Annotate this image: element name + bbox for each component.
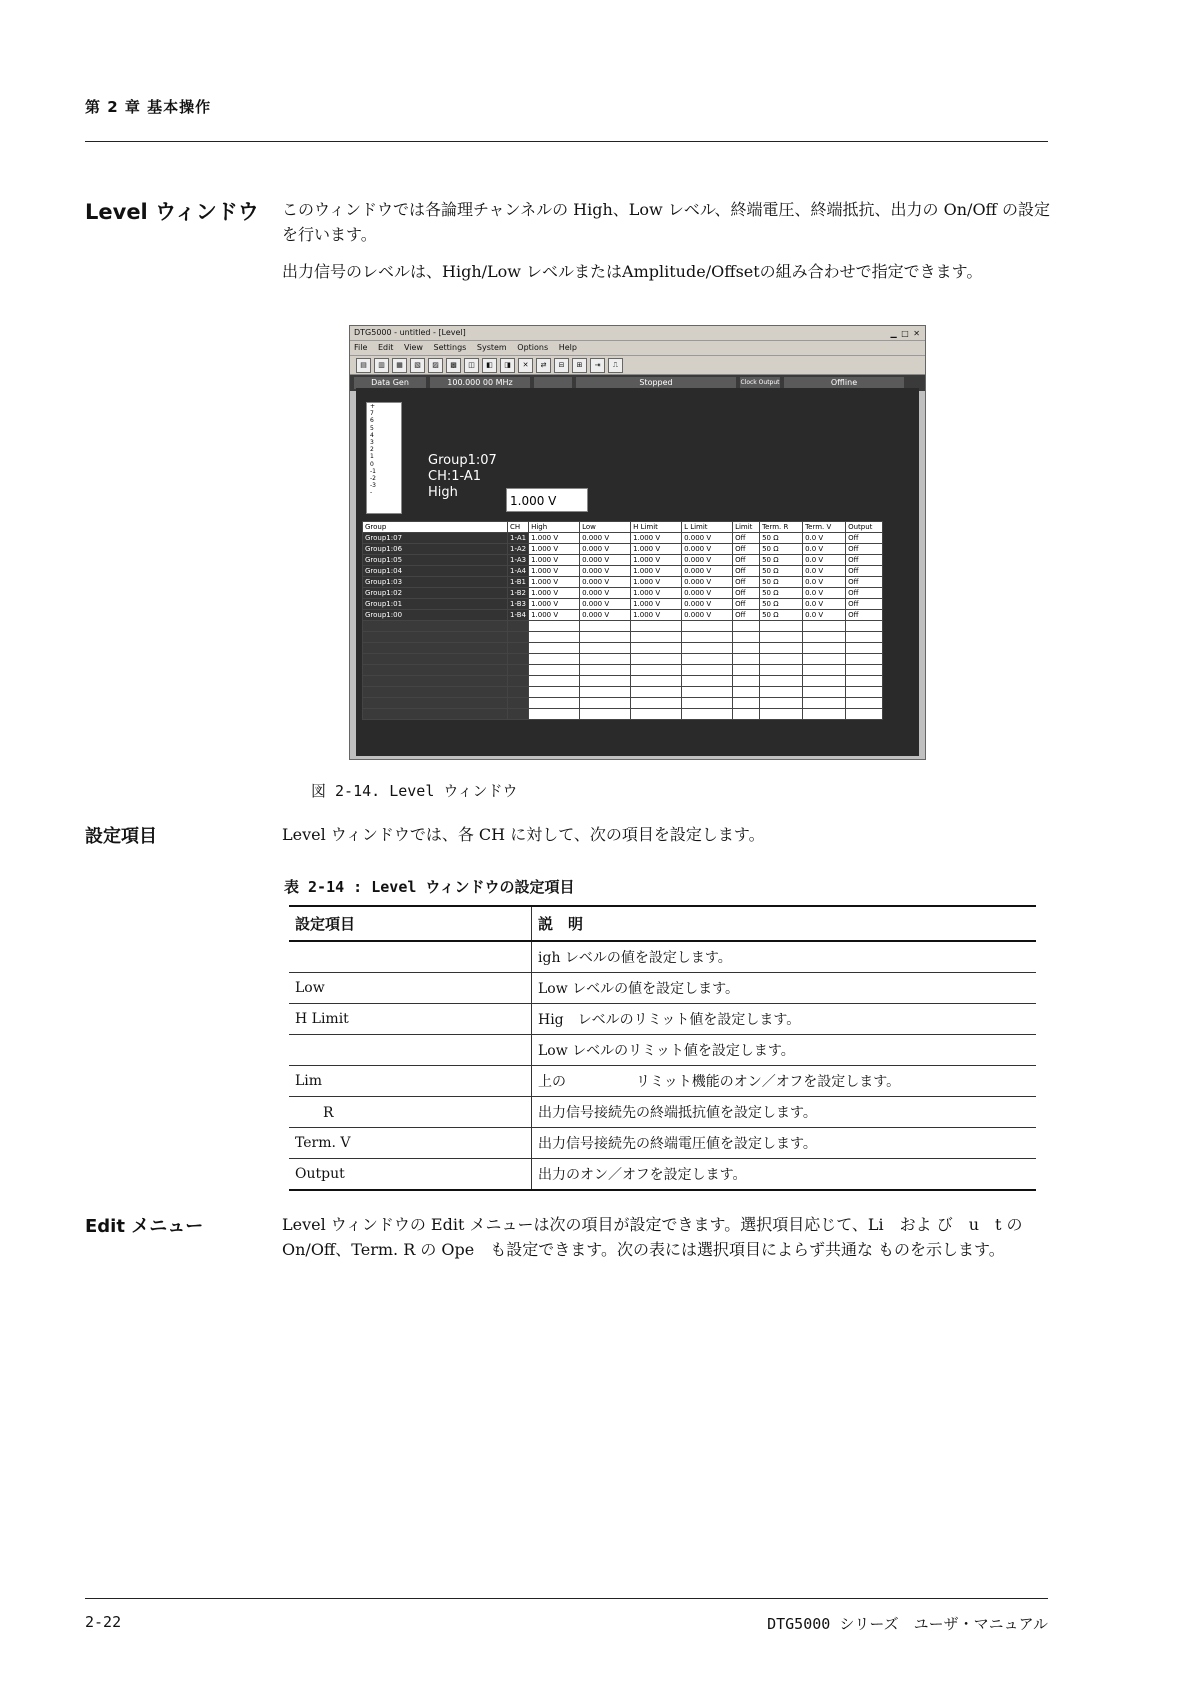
- grid-cell-empty: [529, 676, 580, 687]
- grid-cell-empty: [529, 621, 580, 632]
- grid-cell[interactable]: 0.0 V: [803, 588, 846, 599]
- grid-cell-empty: [529, 698, 580, 709]
- grid-cell-empty: [803, 665, 846, 676]
- ladder-label: 0: [370, 460, 374, 468]
- grid-cell[interactable]: 50 Ω: [760, 577, 803, 588]
- grid-cell-empty: [803, 654, 846, 665]
- grid-cell-empty: [529, 654, 580, 665]
- item-cell: Low: [289, 973, 532, 1004]
- grid-cell-empty: [631, 621, 682, 632]
- grid-cell-empty: [803, 643, 846, 654]
- grid-cell-empty: [580, 621, 631, 632]
- grid-cell-empty: [760, 676, 803, 687]
- grid-cell[interactable]: 1.000 V: [631, 566, 682, 577]
- item-cell: R: [289, 1097, 532, 1128]
- grid-cell[interactable]: 0.000 V: [682, 533, 733, 544]
- grid-cell-empty: [529, 687, 580, 698]
- grid-header: High: [529, 522, 580, 533]
- grid-cell-empty: [508, 632, 529, 643]
- grid-cell-empty: [508, 654, 529, 665]
- status-online: Offline: [784, 377, 904, 389]
- grid-cell[interactable]: Group1:02: [363, 588, 508, 599]
- grid-cell[interactable]: 0.000 V: [682, 566, 733, 577]
- wave-icon[interactable]: ⊟: [554, 358, 569, 373]
- grid-cell[interactable]: 0.000 V: [580, 566, 631, 577]
- grid-cell-empty: [803, 698, 846, 709]
- status-frequency: 100.000 00 MHz: [430, 377, 530, 389]
- edit-paragraph: Level ウィンドウの Edit メニューは次の項目が設定できます。選択項目応じて、Li およ び u t の On/Off、Term. R の Ope も設定できます。次の表には選択項目によらず共通な ものを示します。: [282, 1215, 1023, 1259]
- grid-cell[interactable]: 0.000 V: [580, 533, 631, 544]
- grid-cell[interactable]: Off: [846, 610, 883, 621]
- grid-cell-empty: [363, 665, 508, 676]
- menu-help[interactable]: Help: [558, 343, 577, 352]
- grid-cell[interactable]: 1.000 V: [529, 555, 580, 566]
- window-titlebar: [350, 326, 925, 341]
- grid-cell-empty: [733, 632, 760, 643]
- desc-cell: 出力のオン／オフを設定します。: [532, 1159, 1037, 1191]
- save-icon[interactable]: ▦: [392, 358, 407, 373]
- ladder-label: 5: [370, 424, 374, 432]
- grid-cell-empty: [631, 687, 682, 698]
- window-title: DTG5000 - untitled - [Level]: [354, 328, 466, 337]
- table-row: [289, 973, 1036, 1004]
- grid-cell-empty: [363, 632, 508, 643]
- grid-row-empty: [363, 709, 883, 720]
- grid-row-empty: [363, 698, 883, 709]
- settings-intro: Level ウィンドウでは、各 CH に対して、次の項目を設定します。: [282, 825, 765, 844]
- footer-rule: [85, 1598, 1048, 1599]
- swap-icon[interactable]: ⇄: [536, 358, 551, 373]
- grid-body: [363, 533, 883, 720]
- grid-cell[interactable]: 1-B1: [508, 577, 529, 588]
- desc-cell: 出力信号接続先の終端抵抗値を設定します。: [532, 1097, 1037, 1128]
- desc-cell: Low レベルの値を設定します。: [532, 973, 1037, 1004]
- grid-cell[interactable]: Off: [846, 599, 883, 610]
- grid-header: H Limit: [631, 522, 682, 533]
- grid-cell[interactable]: 0.000 V: [682, 544, 733, 555]
- grid-cell-empty: [363, 654, 508, 665]
- grid-cell-empty: [631, 654, 682, 665]
- grid-cell-empty: [846, 643, 883, 654]
- ladder-label: 3: [370, 439, 374, 447]
- grid-cell[interactable]: Group1:05: [363, 555, 508, 566]
- grid-cell-empty: [508, 698, 529, 709]
- grid-cell-empty: [580, 643, 631, 654]
- grid-cell-empty: [846, 654, 883, 665]
- grid-cell-empty: [508, 676, 529, 687]
- grid-cell-empty: [580, 676, 631, 687]
- grid-cell[interactable]: Off: [733, 533, 760, 544]
- grid-cell[interactable]: 1.000 V: [631, 555, 682, 566]
- grid-cell-empty: [508, 643, 529, 654]
- grid-cell[interactable]: Off: [733, 610, 760, 621]
- grid-cell-empty: [508, 665, 529, 676]
- grid-cell-empty: [682, 643, 733, 654]
- ladder-label: 4: [370, 431, 374, 439]
- status-mode: Data Gen: [354, 377, 426, 389]
- menu-view[interactable]: View: [403, 343, 423, 352]
- grid-row-empty: [363, 621, 883, 632]
- grid-cell-empty: [682, 632, 733, 643]
- grid-cell-empty: [580, 632, 631, 643]
- ladder-label: -1: [370, 467, 376, 475]
- grid-cell-empty: [803, 621, 846, 632]
- grid-cell[interactable]: 1.000 V: [631, 599, 682, 610]
- grid-cell[interactable]: 0.000 V: [682, 610, 733, 621]
- grid-cell-empty: [682, 665, 733, 676]
- table-row: [289, 1128, 1036, 1159]
- ladder-label: -3: [370, 482, 376, 490]
- table-row: [289, 1004, 1036, 1035]
- grid-cell-empty: [760, 698, 803, 709]
- grid-cell-empty: [363, 687, 508, 698]
- grid-cell[interactable]: 0.0 V: [803, 599, 846, 610]
- grid-cell-empty: [733, 709, 760, 720]
- grid-cell-empty: [733, 621, 760, 632]
- ladder-label: 1: [370, 453, 374, 461]
- grid-cell[interactable]: 1.000 V: [631, 533, 682, 544]
- col-desc-header: 説 明: [532, 906, 1037, 941]
- grid-cell-empty: [733, 665, 760, 676]
- grid-cell-empty: [580, 687, 631, 698]
- settings-table: [289, 905, 1036, 1191]
- grid-cell-empty: [682, 698, 733, 709]
- grid-cell-empty: [760, 654, 803, 665]
- grid-cell-empty: [760, 665, 803, 676]
- ladder-label: -2: [370, 475, 376, 483]
- grid-cell-empty: [682, 654, 733, 665]
- grid-cell[interactable]: Off: [733, 577, 760, 588]
- grid-cell[interactable]: 1.000 V: [631, 577, 682, 588]
- grid-cell[interactable]: 1-B2: [508, 588, 529, 599]
- columns-icon[interactable]: ▨: [428, 358, 443, 373]
- grid-cell-empty: [846, 676, 883, 687]
- ladder-label: 6: [370, 417, 374, 425]
- grid-cell[interactable]: 0.000 V: [580, 544, 631, 555]
- grid-cell[interactable]: 50 Ω: [760, 610, 803, 621]
- level-intro-paragraph: このウィンドウでは各論理チャンネルの High、Low レベル、終端電圧、終端抵抗、出力の On/Off の設定を行います。: [282, 200, 1051, 244]
- grid-cell-empty: [846, 632, 883, 643]
- toolbar: [350, 356, 925, 375]
- grid-cell[interactable]: Group1:04: [363, 566, 508, 577]
- grid-cell[interactable]: 0.0 V: [803, 610, 846, 621]
- grid-cell-empty: [631, 709, 682, 720]
- grid-cell-empty: [529, 665, 580, 676]
- ladder-label: 2: [370, 446, 374, 454]
- grid-cell[interactable]: Off: [846, 544, 883, 555]
- grid-cell[interactable]: 50 Ω: [760, 566, 803, 577]
- menu-options[interactable]: Options: [517, 343, 549, 352]
- grid-cell[interactable]: 0.000 V: [682, 599, 733, 610]
- grid-cell-empty: [631, 665, 682, 676]
- grid-header: Limit: [733, 522, 760, 533]
- grid-header: Group: [363, 522, 508, 533]
- window-controls: ▁ □ ✕: [890, 329, 921, 338]
- grid-cell[interactable]: 0.000 V: [580, 599, 631, 610]
- grid-cell[interactable]: 50 Ω: [760, 555, 803, 566]
- grid-cell-empty: [760, 621, 803, 632]
- grid-cell-empty: [363, 621, 508, 632]
- grid-cell[interactable]: Off: [846, 566, 883, 577]
- grid-cell[interactable]: Group1:00: [363, 610, 508, 621]
- menu-settings[interactable]: Settings: [433, 343, 467, 352]
- grid-cell-empty: [846, 687, 883, 698]
- grid-cell[interactable]: 0.000 V: [682, 577, 733, 588]
- level-ladder: [366, 402, 402, 514]
- grid-cell-empty: [580, 698, 631, 709]
- grid-cell[interactable]: Off: [733, 588, 760, 599]
- table-title: 表 2-14 : Level ウィンドウの設定項目: [284, 878, 575, 896]
- grid-cell[interactable]: Group1:06: [363, 544, 508, 555]
- grid-cell[interactable]: 1-A2: [508, 544, 529, 555]
- desc-cell: Hig レベルのリミット値を設定します。: [532, 1004, 1037, 1035]
- grid-header: Output: [846, 522, 883, 533]
- grid-cell-empty: [682, 687, 733, 698]
- grid-cell[interactable]: 1-B4: [508, 610, 529, 621]
- grid-cell[interactable]: Off: [733, 555, 760, 566]
- grid-cell-empty: [846, 709, 883, 720]
- grid-cell[interactable]: 50 Ω: [760, 544, 803, 555]
- grid-row[interactable]: [363, 588, 883, 599]
- desc-cell: 出力信号接続先の終端電圧値を設定します。: [532, 1128, 1037, 1159]
- open-icon[interactable]: ▥: [374, 358, 389, 373]
- grid-cell-empty: [631, 632, 682, 643]
- grid-cell-empty: [508, 687, 529, 698]
- grid-cell-empty: [682, 676, 733, 687]
- menu-edit[interactable]: Edit: [377, 343, 394, 352]
- grid-row[interactable]: [363, 533, 883, 544]
- grid-cell-empty: [682, 621, 733, 632]
- run-icon[interactable]: ⇥: [590, 358, 605, 373]
- grid-cell-empty: [529, 643, 580, 654]
- desc-cell: Low レベルのリミット値を設定します。: [532, 1035, 1037, 1066]
- grid-cell-empty: [803, 687, 846, 698]
- grid-cell[interactable]: 0.000 V: [580, 555, 631, 566]
- item-cell: Lim: [289, 1066, 532, 1097]
- grid-row[interactable]: [363, 555, 883, 566]
- grid-cell[interactable]: 1.000 V: [529, 599, 580, 610]
- grid-cell[interactable]: 1.000 V: [529, 566, 580, 577]
- level-window-screenshot: [349, 325, 926, 760]
- grid-cell-empty: [508, 621, 529, 632]
- grid-cell-empty: [631, 643, 682, 654]
- desc-cell: igh レベルの値を設定します。: [532, 941, 1037, 973]
- page-number: 2-22: [85, 1613, 122, 1631]
- table-row: [289, 1159, 1036, 1191]
- grid-cell-empty: [363, 709, 508, 720]
- grid-cell[interactable]: 1.000 V: [529, 577, 580, 588]
- item-cell: Term. V: [289, 1128, 532, 1159]
- list-icon[interactable]: ▩: [446, 358, 461, 373]
- item-label: High: [428, 485, 458, 500]
- grid-row[interactable]: [363, 544, 883, 555]
- header-rule: [85, 141, 1048, 142]
- table-row: [289, 1035, 1036, 1066]
- col-item-header: 設定項目: [289, 906, 532, 941]
- grid-cell[interactable]: 1.000 V: [631, 544, 682, 555]
- grid-row[interactable]: [363, 577, 883, 588]
- grid-cell-empty: [580, 709, 631, 720]
- grid-row-empty: [363, 687, 883, 698]
- grid-cell[interactable]: Off: [733, 599, 760, 610]
- status-clock-output: Clock Output: [740, 377, 780, 389]
- level-grid: [362, 521, 883, 720]
- grid-cell[interactable]: 1.000 V: [529, 588, 580, 599]
- grid-header: L Limit: [682, 522, 733, 533]
- table-row: [289, 1066, 1036, 1097]
- menu-system[interactable]: System: [476, 343, 507, 352]
- ladder-label: -: [370, 489, 373, 497]
- grid-cell[interactable]: Off: [846, 588, 883, 599]
- settings-section-heading: 設定項目: [85, 826, 157, 847]
- grid-row-empty: [363, 654, 883, 665]
- pattern-icon[interactable]: ⊞: [572, 358, 587, 373]
- cut-icon[interactable]: ✕: [518, 358, 533, 373]
- grid-cell[interactable]: 0.0 V: [803, 577, 846, 588]
- grid-row-empty: [363, 665, 883, 676]
- grid-cell-empty: [363, 698, 508, 709]
- grid-cell[interactable]: 0.0 V: [803, 555, 846, 566]
- grid-header: Term. R: [760, 522, 803, 533]
- copy-icon[interactable]: ◫: [464, 358, 479, 373]
- item-cell: H Limit: [289, 1004, 532, 1035]
- grid-cell[interactable]: 1-A1: [508, 533, 529, 544]
- level-output-paragraph: 出力信号のレベルは、High/Low レベルまたはAmplitude/Offsetの組み合わせで指定できます。: [282, 262, 983, 281]
- grid-cell[interactable]: Off: [733, 544, 760, 555]
- grid-row-empty: [363, 632, 883, 643]
- grid-cell-empty: [529, 709, 580, 720]
- grid-cell-empty: [846, 665, 883, 676]
- grid-row-empty: [363, 676, 883, 687]
- grid-cell-empty: [760, 643, 803, 654]
- ladder-label: 7: [370, 410, 374, 418]
- grid-cell[interactable]: 0.0 V: [803, 544, 846, 555]
- desc-cell: 上の リミット機能のオン／オフを設定します。: [532, 1066, 1037, 1097]
- grid-cell-empty: [760, 632, 803, 643]
- grid-cell-empty: [631, 698, 682, 709]
- level-section-heading: Level ウィンドウ: [85, 200, 259, 224]
- grid-cell[interactable]: 0.000 V: [580, 610, 631, 621]
- selection-info: [428, 453, 497, 501]
- figure-caption: 図 2-14. Level ウィンドウ: [311, 782, 518, 800]
- item-cell: [289, 941, 532, 973]
- menu-file[interactable]: File: [354, 343, 368, 352]
- edit-section-heading: Edit メニュー: [85, 1216, 204, 1237]
- table-row: [289, 1097, 1036, 1128]
- grid-header: Low: [580, 522, 631, 533]
- grid-cell-empty: [846, 698, 883, 709]
- grid-cell[interactable]: Off: [846, 533, 883, 544]
- grid-cell[interactable]: Off: [733, 566, 760, 577]
- grid-cell-empty: [363, 643, 508, 654]
- grid-cell[interactable]: 1.000 V: [529, 533, 580, 544]
- channel-label: CH:1-A1: [428, 469, 482, 484]
- menu-bar: [350, 341, 925, 356]
- grid-cell-empty: [529, 632, 580, 643]
- level-value-input[interactable]: 1.000 V: [506, 488, 588, 512]
- grid-cell-empty: [580, 654, 631, 665]
- grid-cell-empty: [846, 621, 883, 632]
- grid-cell[interactable]: 1-A3: [508, 555, 529, 566]
- grid-cell-empty: [631, 676, 682, 687]
- level-view-area: [356, 388, 919, 756]
- grid-cell[interactable]: 0.000 V: [682, 555, 733, 566]
- grid-cell[interactable]: Off: [846, 555, 883, 566]
- clip-icon[interactable]: ◨: [500, 358, 515, 373]
- grid-cell-empty: [760, 687, 803, 698]
- item-cell: [289, 1035, 532, 1066]
- ladder-label: +: [370, 403, 376, 410]
- pulse-icon[interactable]: ⎍: [608, 358, 623, 373]
- grid-cell-empty: [733, 698, 760, 709]
- grid-cell[interactable]: 0.000 V: [682, 588, 733, 599]
- grid-cell[interactable]: 0.0 V: [803, 566, 846, 577]
- grid-icon[interactable]: ▧: [410, 358, 425, 373]
- grid-cell-empty: [803, 676, 846, 687]
- grid-row-empty: [363, 643, 883, 654]
- grid-cell-empty: [803, 632, 846, 643]
- grid-cell[interactable]: 50 Ω: [760, 588, 803, 599]
- paste-icon[interactable]: ◧: [482, 358, 497, 373]
- grid-cell-empty: [760, 709, 803, 720]
- grid-cell[interactable]: Off: [846, 577, 883, 588]
- grid-row[interactable]: [363, 610, 883, 621]
- grid-row[interactable]: [363, 599, 883, 610]
- grid-cell[interactable]: 0.000 V: [580, 588, 631, 599]
- grid-cell-empty: [733, 676, 760, 687]
- manual-title: DTG5000 シリーズ ユーザ・マニュアル: [767, 1615, 1048, 1633]
- grid-cell[interactable]: 1.000 V: [631, 588, 682, 599]
- grid-header: CH: [508, 522, 529, 533]
- grid-cell[interactable]: Group1:01: [363, 599, 508, 610]
- grid-cell[interactable]: 50 Ω: [760, 599, 803, 610]
- grid-cell[interactable]: 0.000 V: [580, 577, 631, 588]
- grid-cell[interactable]: 1-B3: [508, 599, 529, 610]
- grid-cell[interactable]: 1.000 V: [529, 544, 580, 555]
- grid-cell-empty: [733, 687, 760, 698]
- grid-cell[interactable]: 50 Ω: [760, 533, 803, 544]
- grid-cell-empty: [682, 709, 733, 720]
- grid-cell[interactable]: 1-A4: [508, 566, 529, 577]
- grid-cell[interactable]: Group1:03: [363, 577, 508, 588]
- grid-cell[interactable]: Group1:07: [363, 533, 508, 544]
- table-row: [289, 941, 1036, 973]
- grid-cell-empty: [733, 643, 760, 654]
- item-cell: Output: [289, 1159, 532, 1191]
- settings-table-header: [289, 906, 1036, 941]
- group-label: Group1:07: [428, 453, 497, 468]
- print-icon[interactable]: ▤: [356, 358, 371, 373]
- grid-header: Term. V: [803, 522, 846, 533]
- grid-cell-empty: [733, 654, 760, 665]
- grid-cell-empty: [508, 709, 529, 720]
- grid-cell[interactable]: 1.000 V: [631, 610, 682, 621]
- grid-cell-empty: [580, 665, 631, 676]
- grid-cell-empty: [363, 676, 508, 687]
- status-run: Stopped: [576, 377, 736, 389]
- grid-row[interactable]: [363, 566, 883, 577]
- chapter-header: 第 2 章 基本操作: [85, 98, 212, 116]
- grid-header-row: [363, 522, 883, 533]
- grid-cell[interactable]: 1.000 V: [529, 610, 580, 621]
- grid-cell-empty: [803, 709, 846, 720]
- grid-cell[interactable]: 0.0 V: [803, 533, 846, 544]
